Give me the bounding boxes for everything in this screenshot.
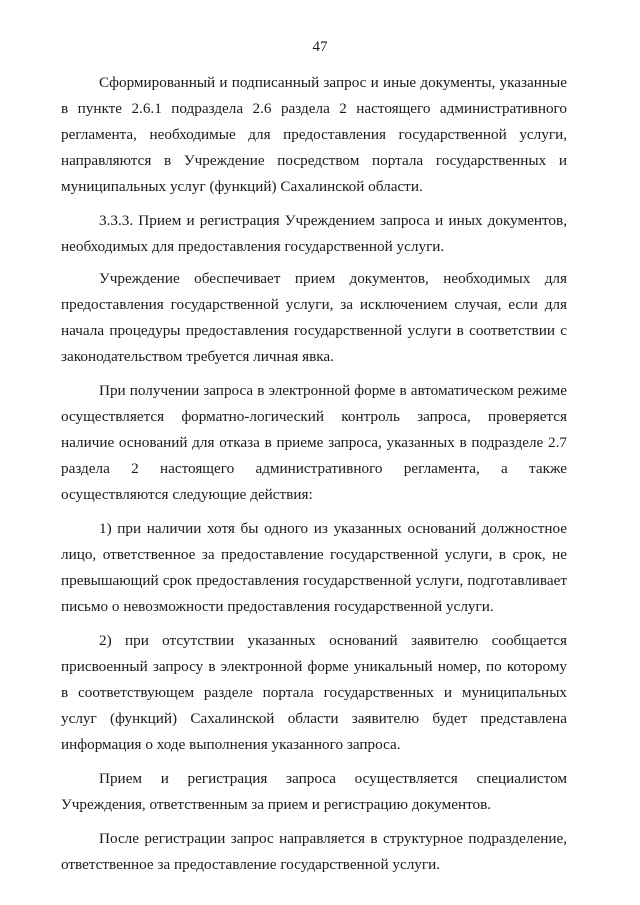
page-number: 47 — [312, 39, 328, 55]
paragraph-document-acceptance: Учреждение обеспечивает прием документов, необходимых для предоставления государственной услуги, за исключением случая, если для начала процедуры предоставления государственной услуги в соответствии с законодательством требуется личная явка. — [61, 270, 567, 365]
paragraph-request-sending: Сформированный и подписанный запрос и иные документы, указанные в пункте 2.6.1 подраздела 2.6 раздела 2 настоящего административного регламента, необходимые для предоставления государственной услуги, направляются в Учреждение посредством портала государственных и муниципальных услуг (функций) Сахалинской области. — [61, 74, 567, 195]
paragraph-section-heading-3-3-3: 3.3.3. Прием и регистрация Учреждением запроса и иных документов, необходимых для предоставления государственной услуги. — [61, 212, 567, 255]
paragraph-registration-specialist: Прием и регистрация запроса осуществляется специалистом Учреждения, ответственным за прием и регистрацию документов. — [61, 770, 567, 813]
paragraph-after-registration: После регистрации запрос направляется в структурное подразделение, ответственное за предоставление государственной услуги. — [61, 830, 567, 873]
page-body — [61, 70, 567, 886]
paragraph-format-logic-control: При получении запроса в электронной форме в автоматическом режиме осуществляется форматно-логический контроль запроса, проверяется наличие оснований для отказа в приеме запроса, указанных в подразделе 2.7 раздела 2 настоящего административного регламента, а также осуществляются следующие действия: — [61, 382, 567, 503]
paragraph-item-1-refusal: 1) при наличии хотя бы одного из указанных оснований должностное лицо, ответственное за предоставление государственной услуги, в срок, не превышающий срок предоставления государственной услуги, подготавливает письмо о невозможности предоставления государственной услуги. — [61, 520, 567, 615]
paragraph-item-2-registration-number: 2) при отсутствии указанных оснований заявителю сообщается присвоенный запросу в электронной форме уникальный номер, по которому в соответствующем разделе портала государственных и муниципальных услуг (функций) Сахалинской области заявителю будет представлена информация о ходе выполнения указанного запроса. — [61, 632, 567, 753]
